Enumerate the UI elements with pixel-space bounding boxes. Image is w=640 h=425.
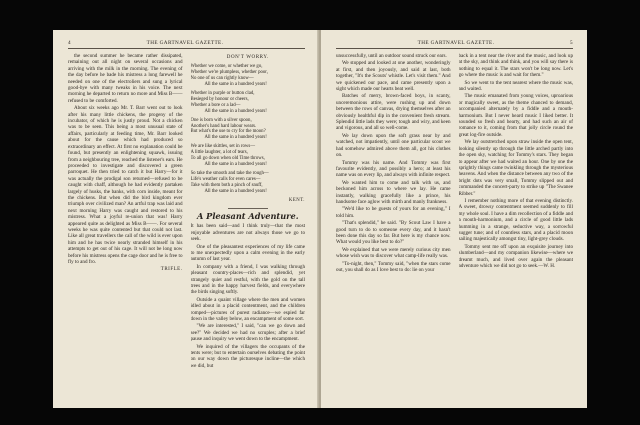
paragraph: We explained that we were merely curious city men whose wish was to discover what camp-life really was.: [336, 246, 451, 260]
poem-refrain: All the same in a hundred years!: [204, 188, 267, 194]
left-column-2: [191, 53, 306, 403]
paragraph: the second summer he became rather dissipated, remaining out all night on several occasions and arriving with the milk in the morning. The evening of the day before he bade his mistress a long farewell he needed on one of the electroliers and sung a lyrical good-bye with many tweaks in his voice. The next morning he departed to return no more and Miss B—— refused to be comforted.: [68, 53, 183, 104]
poem-line: Take with them both a pinch of snuff,: [190, 182, 263, 188]
right-page: [321, 30, 587, 408]
poem-line: We are like skittles, set in rows—: [190, 144, 255, 150]
poem-line: But what's the use to cry for the moon?: [190, 129, 266, 135]
poem-stanza: [191, 144, 306, 168]
paragraph: "To-night, then," Tommy said, "when the stars come out, you shall do as I love best to do: lie on your: [336, 260, 451, 273]
paragraph: I remember nothing more of that evening distinctly. A sweet, drowsy contentment seemed suddenly to fill my whole soul. I have a dim recollection of a fiddle and a mouth-harmonium, and a circle of good little lads humming in a strange, seductive way, a sorrowful sugger tune; and of countless stars, and a placid moon sailing majestically amongst tiny, light-grey clouds.: [458, 197, 573, 243]
paragraph: We lay down upon the soft grass near by and watched, not impatiently, until one particular scout we had somehow admired above them all, got his clothes on.: [336, 132, 451, 159]
paragraph: Batches of merry, brown-faced boys, in scanty, unceremonious attire, were rushing up and down between the rows of canvas, drying themselves after an obviously healthful dip in the convenient fresh stream. Splendid little lads they were; tough and wiry, and keen and vigorous, and all so well-come.: [336, 93, 451, 132]
paragraph: "That's splendid," he said. "By Scout Law I have a good turn to do to someone every day, and it hasn't been done this day so far. But here is my chance now. What would you like best to do?": [336, 220, 451, 246]
page-number: 4: [68, 40, 71, 46]
poem-line: Another's hand hard labour wears.: [190, 123, 257, 129]
running-title: THE GARTNAVEL GAZETTE.: [417, 40, 495, 46]
paragraph: unsuccessfully, until an outdoor sound struck our ears.: [336, 53, 447, 59]
paragraph: Outside a quaint village where the men and women idled about in a placid contentment, and the children romped—pictures of purest radiance—we espied far down in the valley below, an encampment of some sort.: [190, 296, 305, 323]
paragraph: In company with a friend, I was walking through pleasant country-places—rich and splendid, yet strangely quiet and restful, with the gold on the tall trees and in the happy harvest fields, and everywhere the birds singing softly.: [190, 263, 305, 296]
paragraph: It has been said—and I think truly—that the most enjoyable adventures are not always those we go to seek.: [190, 223, 305, 243]
poem-refrain: All the same in a hundred years!: [204, 82, 267, 88]
paragraph: So we went to the tent nearest where the music was, and waited.: [458, 79, 573, 93]
poem-line: To all go down when old Time throws,: [190, 156, 265, 162]
page-header: [68, 40, 305, 49]
poem-line: One is born with a silver spoon,: [190, 117, 252, 123]
poem-line: Whether a bore or a lad—: [190, 102, 241, 108]
poem-line: Life's weather calls for even cares—: [190, 176, 261, 182]
paragraph: Tommy sent me off upon an exquisite journey into slumberland—and my companion likewise—where we dreamt much, and lived over again the pleasant adventure which we did not go to seek.—W. H.: [458, 243, 573, 269]
poem-line: A little laughter, a lot of tears,: [190, 150, 248, 156]
running-title: THE GARTNAVEL GAZETTE.: [146, 40, 224, 46]
poem-title: DON'T WORRY.: [226, 55, 269, 60]
article-title: A Pleasant Adventure.: [196, 210, 299, 221]
poem-refrain: All the same in a hundred years!: [204, 108, 267, 114]
paragraph: We stopped and looked at one another, wonderingly at first, and then joyously, and said at last, both together, "It's the Scouts' whistle. Let's visit them." And we quickened our pace, and came presently upon a sight which made our hearts beat well.: [336, 60, 451, 93]
poem-line: Besieged by honour or cheers,: [190, 96, 249, 102]
poem-line: Whether we come, or whether we go,: [190, 64, 263, 70]
poem-stanza: [191, 64, 306, 88]
left-column-1: [68, 53, 183, 403]
paragraph: The music emanated from young voices, uproarious or magically sweet, as the theme chanced to demand, accompanied alternately by a fiddle and a mouth-harmonium. But I never heard music I liked better. It sounded so fresh and hearty, and had such an air of romance to it, coming from that jolly circle round the great log-fire outside.: [458, 93, 573, 138]
paragraph: "We are interested," I said, "can we go down and see?" We decided we had no scruples; after a brief pause and inquiry we went down to the encampment.: [190, 323, 305, 343]
poem-stanza: [191, 91, 306, 115]
poem-stanza: [191, 171, 306, 195]
poem-refrain: All the same in a hundred years!: [204, 162, 267, 167]
page-number: 5: [569, 40, 573, 46]
paragraph: We inquired of the villagers the occupants of the tents were; but to entertain ourselves debating the point on our way down the picturesque incline—the which we did, but: [190, 343, 305, 369]
paragraph: About six weeks ago Mr. T. Barr went out to look after his many little chickens, the progeny of the incubator, of which he is justly proud. Not a chicken was to be seen. This being a most unusual state of affairs, particularly at feeding time, Mr. Barr looked about for the cause which had produced so extraordinary an effect. At first no explanation could be found, but presently an enlightening squawk, issuing from a neighbouring tree, reached the listener's ears. He proceeded to investigate and discovered a green parroquet. He then tried to catch it but Harry—for it was actually the prodigal son returned—refused to be caught with chaff, although he had evidently partaken largely of husks, the banks, with corn inside, meant for the chickens. But when did the bird kingdom ever triumph over civilized man? An artful trap was laid and next morning Harry was caught and restored to his mistress. What a joyful re-union that was! Harry appeared quite as delighted as Miss B——. For several weeks he was quite contented but that could not last. Like all great travellers the call of the wild is ever upon him and he has twice nearly stranded himself in his attempts to get out of his cage. It will not be long now before his mistress opens the cage door and he is free to fly to and fro.: [68, 105, 183, 265]
section-divider: [228, 208, 268, 209]
right-column-1: [336, 53, 451, 403]
page-header: [336, 40, 573, 49]
author-signature: TRIFLE.: [160, 267, 183, 273]
poem-line: Whether in purple or button clad,: [190, 91, 255, 97]
poem: [191, 64, 306, 194]
poem-stanza: [191, 118, 306, 142]
paragraph: Tommy was his name. And Tommy was first favourite evidently, and possibly a hero; at least his name was on every lip, and always with infinite respect.: [336, 159, 451, 179]
poem-refrain: All the same in a hundred years!: [204, 135, 267, 141]
paragraph: back in a tent near the river and the music, and look up at the sky, and think and think, and you will say there is nothing to equal it. The stars won't be long now. Let's go where the music is and wait for them.": [458, 53, 573, 79]
poem-line: So take the smooth and take the rough—: [190, 170, 269, 176]
poem-line: No one of us can rightly know—: [190, 76, 254, 82]
right-column-2: [459, 53, 574, 403]
paragraph: "We'd like to be guests of yours for an evening," I told him.: [336, 206, 451, 219]
poem-signature: KENT.: [288, 197, 305, 203]
paragraph: One of the pleasantest experiences of my life came to me unexpectedly upon a calm evening in the early autumn of last year.: [190, 243, 305, 263]
left-page: [53, 30, 319, 408]
poem-line: Whether we're plumpless, whether poor,: [190, 70, 268, 76]
paragraph: We lay outstretched upon straw inside the open tent, looking silently up through the little arched partly into the open sky, watching for Tommy's stars. They began to appear after we had waited an hour. One by one the sprightly things came twinkling through the mysterious heavens. And when the distance between any two of the bright dots was very small, Tommy slipped out and commanded the concert-party to strike up "The Swanee Ribber.": [458, 139, 573, 197]
paragraph: We wanted him to come and talk with us, and beckoned him across to where we lay. He came instantly, walking gracefully like a prince, his handsome face aglow with mirth and manly frankness.: [336, 179, 451, 205]
